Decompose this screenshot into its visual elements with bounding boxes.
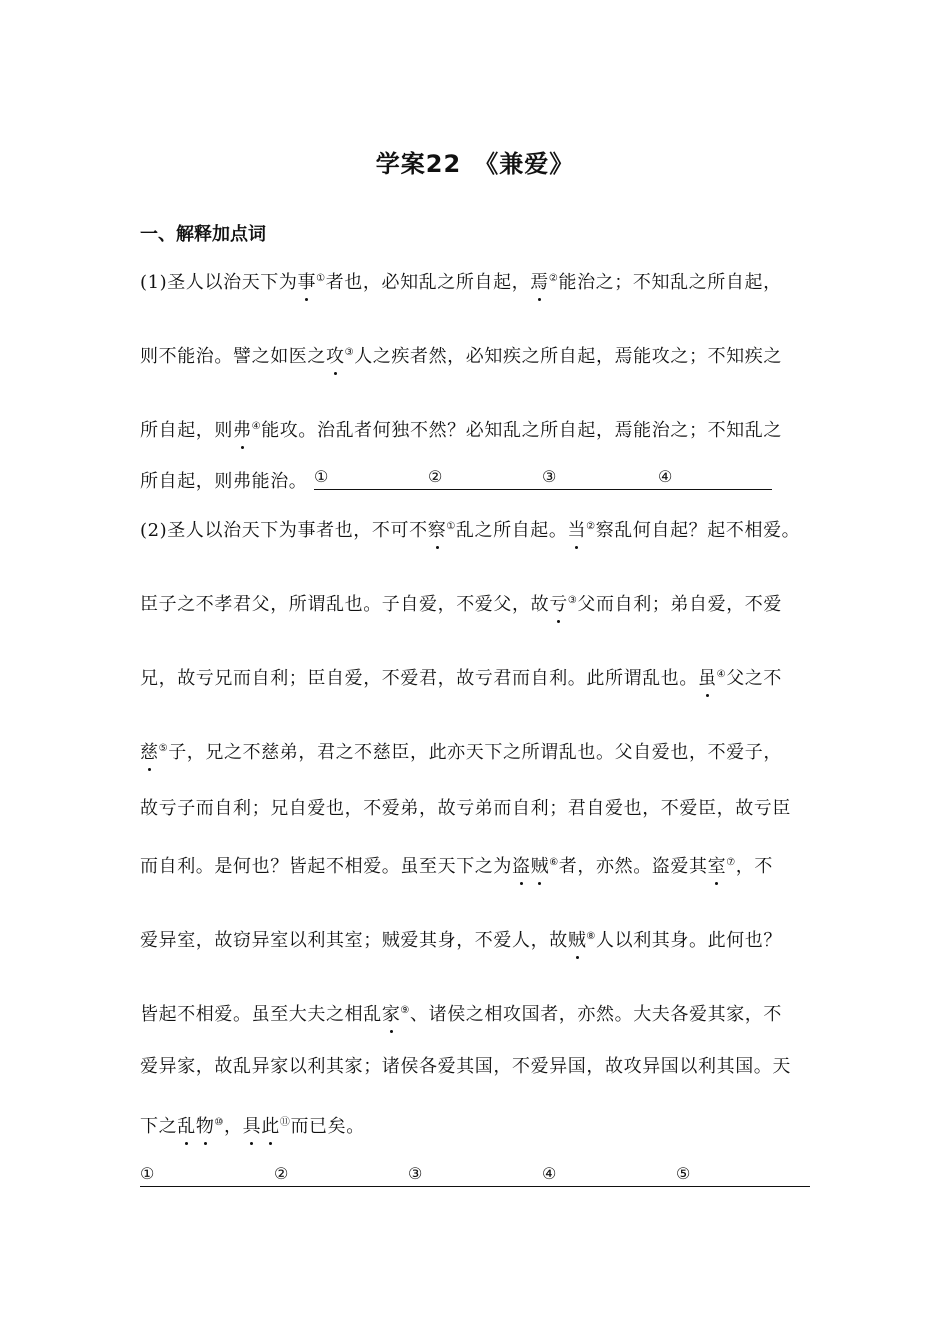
p2-line-10: 下之乱物⑩，具此⑪而已矣。 — [140, 1112, 365, 1138]
dotted-word: 此 — [261, 1112, 280, 1138]
p2-line-9: 爱异家，故乱异家以利其家；诸侯各爱其国，不爱异国，故攻异国以利其国。天 — [140, 1056, 791, 1077]
dotted-word: 乱 — [177, 1112, 196, 1138]
p2-line-5: 故亏子而自利；兄自爱也，不爱弟，故亏弟而自利；君自爱也，不爱臣，故亏臣 — [140, 798, 791, 819]
dotted-word: 攻 — [326, 342, 345, 368]
p2-line-1: (2)圣人以治天下为事者也，不可不察①乱之所自起。当②察乱何自起？起不相爱。 — [140, 516, 800, 542]
p1-line-1: (1)圣人以治天下为事①者也，必知乱之所自起，焉②能治之；不知乱之所自起， — [140, 268, 782, 294]
dotted-word: 物 — [196, 1112, 215, 1138]
p1-line-2: 则不能治。譬之如医之攻③人之疾者然，必知疾之所自起，焉能攻之；不知疾之 — [140, 342, 782, 368]
dotted-word: 当 — [568, 516, 587, 542]
p2-line-7: 爱异室，故窃异室以利其室；贼爱其身，不爱人，故贼⑧人以利其身。此何也？ — [140, 926, 782, 952]
dotted-word: 贼 — [531, 852, 550, 878]
dotted-word: 察 — [428, 516, 447, 542]
answer-blank-2[interactable]: ① ② ③ ④ ⑤ — [140, 1164, 810, 1187]
dotted-word: 慈 — [140, 738, 159, 764]
p1-line-4: 所自起，则弗能治。 — [140, 471, 308, 492]
p2-line-6: 而自利。是何也？皆起不相爱。虽至天下之为盗贼⑥者，亦然。盗爱其室⑦，不 — [140, 852, 773, 878]
dotted-word: 事 — [298, 268, 317, 294]
dotted-word: 焉 — [530, 268, 549, 294]
dotted-word: 虽 — [698, 664, 717, 690]
section-heading: 一、解释加点词 — [140, 224, 266, 245]
p2-line-8: 皆起不相爱。虽至大夫之相乱家⑨、诸侯之相攻国者，亦然。大夫各爱其家，不 — [140, 1000, 782, 1026]
answer-blank-1[interactable]: ① ② ③ ④ — [314, 467, 772, 490]
dotted-word: 室 — [708, 852, 727, 878]
p2-line-3: 兄，故亏兄而自利；臣自爱，不爱君，故亏君而自利。此所谓乱也。虽④父之不 — [140, 664, 782, 690]
p2-line-2: 臣子之不孝君父，所谓乱也。子自爱，不爱父，故亏③父而自利；弟自爱，不爱 — [140, 590, 782, 616]
dotted-word: 亏 — [549, 590, 568, 616]
dotted-word: 具 — [243, 1112, 262, 1138]
page-title: 学案22 《兼爱》 — [375, 150, 575, 178]
dotted-word: 贼 — [568, 926, 587, 952]
dotted-word: 弗 — [233, 416, 252, 442]
dotted-word: 盗 — [512, 852, 531, 878]
p1-line-3: 所自起，则弗④能攻。治乱者何独不然？必知乱之所自起，焉能治之；不知乱之 — [140, 416, 782, 442]
p2-line-4: 慈⑤子，兄之不慈弟，君之不慈臣，此亦天下之所谓乱也。父自爱也，不爱子， — [140, 738, 782, 764]
dotted-word: 家 — [382, 1000, 401, 1026]
